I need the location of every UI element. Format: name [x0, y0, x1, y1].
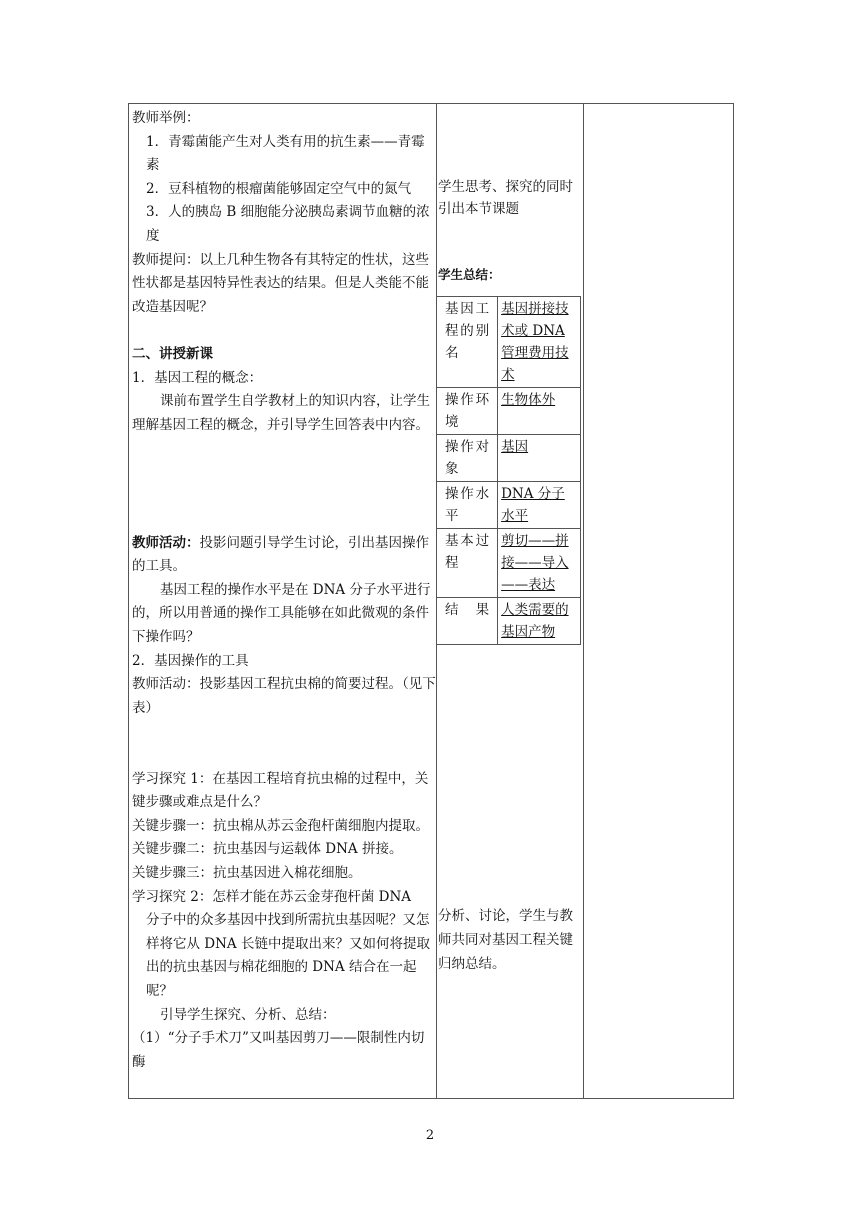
summary-key: 操作水平 — [437, 482, 498, 529]
teacher-activity-1: 教师活动：投影问题引导学生讨论，引出基因操作的工具。 — [132, 534, 429, 575]
summary-key: 结果 — [437, 598, 498, 645]
example-1: 1．青霉菌能产生对人类有用的抗生素——青霉素 — [146, 133, 425, 174]
teacher-example-label: 教师举例： — [132, 110, 200, 126]
summary-value: 人类需要的基因产物 — [498, 598, 581, 645]
lesson-table — [128, 103, 734, 1099]
student-summary-label: 学生总结： — [438, 267, 501, 282]
summary-value: 剪切——拼接——导入——表达 — [498, 529, 581, 598]
operation-question: 基因工程的操作水平是在 DNA 分子水平进行的，所以用普通的操作工具能够在如此微观的条件下操作吗？ — [132, 581, 431, 646]
inquiry-1: 学习探究 1：在基因工程培育抗虫棉的过程中，关键步骤或难点是什么？ — [132, 770, 429, 811]
summary-key: 基本过程 — [437, 529, 498, 598]
example-2: 2．豆科植物的根瘤菌能够固定空气中的氮气 — [146, 180, 412, 197]
subsection-2: 2．基因操作的工具 — [132, 652, 249, 669]
summary-row — [437, 297, 581, 388]
guide-text: 引导学生探究、分析、总结： — [160, 1006, 336, 1023]
summary-row — [437, 482, 581, 529]
point-1: （1）“分子手术刀”又叫基因剪刀——限制性内切酶 — [132, 1030, 425, 1070]
inquiry-2-rest: 分子中的众多基因中找到所需抗虫基因呢？又怎样将它从 DNA 长链中提取出来？又如何将提取出的抗虫基因与棉花细胞的 DNA 结合在一起呢？ — [146, 912, 430, 999]
summary-value: DNA 分子水平 — [498, 482, 581, 529]
summary-row — [437, 388, 581, 435]
teacher-question: 教师提问：以上几种生物各有其特定的性状，这些性状都是基因特异性表达的结果。但是人类能不能改造基因呢？ — [132, 251, 429, 315]
section-heading: 二、讲授新课 — [132, 345, 213, 362]
summary-value: 基因拼接技术或 DNA 管理费用技术 — [498, 297, 581, 388]
page-number: 2 — [425, 1128, 435, 1143]
analysis-discussion: 分析、讨论，学生与教师共同对基因工程关键归纳总结。 — [438, 908, 573, 972]
inquiry-2-first-line: 学习探究 2：怎样才能在苏云金芽孢杆菌 DNA — [132, 888, 412, 905]
summary-row — [437, 529, 581, 598]
student-thinking: 学生思考、探究的同时引出本节课题 — [438, 179, 573, 217]
subsection-1: 1．基因工程的概念： — [132, 369, 263, 386]
summary-value: 生物体外 — [498, 388, 581, 435]
summary-key: 操作对象 — [437, 435, 498, 482]
summary-value: 基因 — [498, 435, 581, 482]
example-3: 3．人的胰岛 B 细胞能分泌胰岛素调节血糖的浓度 — [146, 204, 430, 244]
key-step-2: 关键步骤二：抗虫基因与运载体 DNA 拼接。 — [132, 841, 403, 858]
summary-key: 基因工程的别名 — [437, 297, 498, 388]
teacher-activity-2: 教师活动：投影基因工程抗虫棉的简要过程。（见下表） — [132, 676, 436, 716]
subsection-1-text: 课前布置学生自学教材上的知识内容，让学生理解基因工程的概念，并引导学生回答表中内容。 — [132, 393, 430, 433]
key-step-3: 关键步骤三：抗虫基因进入棉花细胞。 — [132, 865, 362, 881]
teaching-content-column — [132, 107, 436, 1074]
summary-row — [437, 435, 581, 482]
summary-row — [437, 598, 581, 645]
gene-engineering-summary-table — [436, 296, 581, 645]
summary-key: 操作环境 — [437, 388, 498, 435]
key-step-1: 关键步骤一：抗虫棉从苏云金孢杆菌细胞内提取。 — [132, 817, 429, 834]
